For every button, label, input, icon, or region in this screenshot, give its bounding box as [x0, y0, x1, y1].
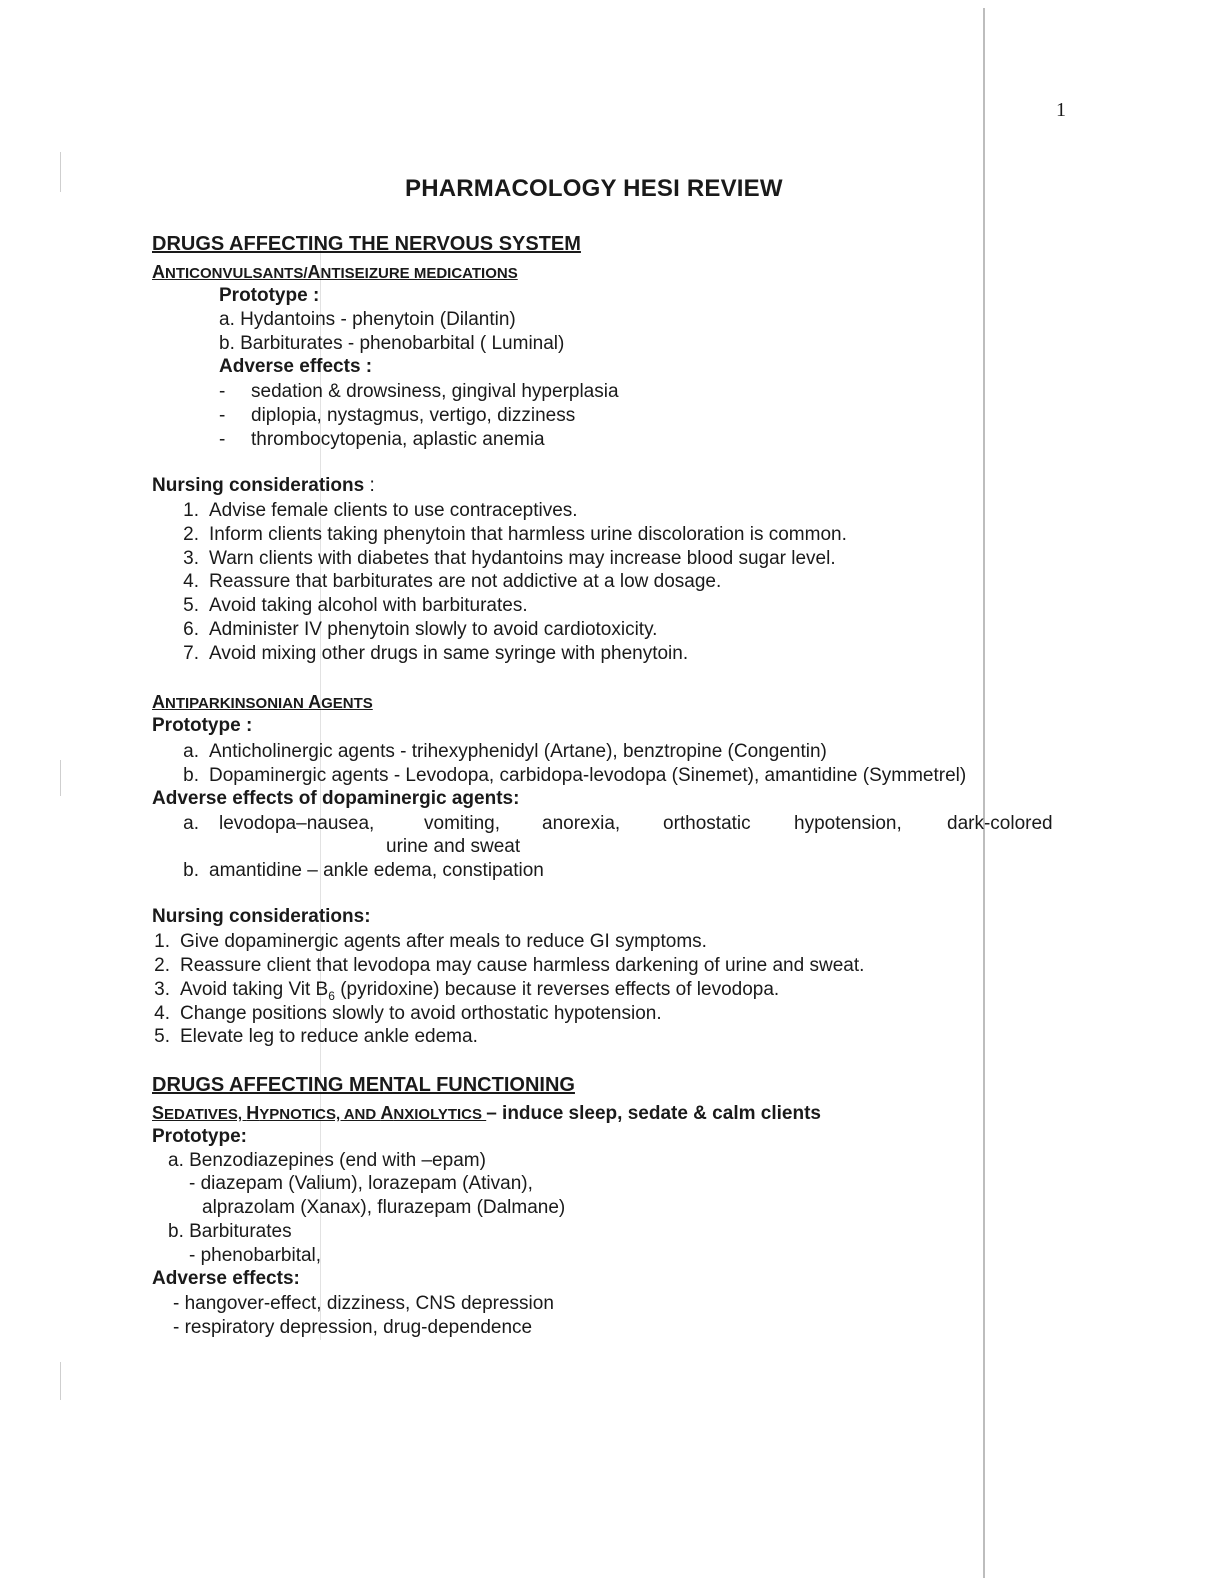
list-item: - hangover-effect, dizziness, CNS depression: [173, 1293, 554, 1314]
list-item-continuation: urine and sweat: [386, 836, 521, 857]
list-item: 6. Administer IV phenytoin slowly to avoid cardiotoxicity.: [183, 619, 658, 640]
list-item-word: levodopa–nausea,: [219, 813, 375, 834]
list-item: - diplopia, nystagmus, vertigo, dizziness: [219, 405, 576, 426]
subheading-sedatives: SEDATIVES, HYPNOTICS, AND ANXIOLYTICS – induce sleep, sedate & calm clients: [152, 1103, 821, 1124]
list-item: a.: [183, 813, 199, 834]
list-item: alprazolam (Xanax), flurazepam (Dalmane): [202, 1197, 566, 1218]
section-heading-mental-functioning: DRUGS AFFECTING MENTAL FUNCTIONING: [152, 1074, 575, 1096]
list-item: 5. Avoid taking alcohol with barbiturates.: [183, 595, 528, 616]
list-item: 4. Change positions slowly to avoid orthostatic hypotension.: [154, 1003, 662, 1024]
list-item: 3. Warn clients with diabetes that hydantoins may increase blood sugar level.: [183, 548, 836, 569]
list-item: 1. Advise female clients to use contraceptives.: [183, 500, 578, 521]
list-item-word: hypotension,: [794, 813, 902, 834]
page-title: PHARMACOLOGY HESI REVIEW: [405, 175, 783, 202]
list-item: a. Hydantoins - phenytoin (Dilantin): [219, 309, 516, 330]
adverse-effects-label: Adverse effects :: [219, 356, 373, 377]
list-item: 3. Avoid taking Vit $B_6$ (pyridoxine) because it reverses effects of levodopa.: [154, 979, 780, 1003]
list-item: 4. Reassure that barbiturates are not addictive at a low dosage.: [183, 571, 722, 592]
subheading-anticonvulsants: ANTICONVULSANTS/ANTISEIZURE MEDICATIONS: [152, 262, 518, 282]
list-item: a. Anticholinergic agents - trihexyphenidyl (Artane), benztropine (Congentin): [183, 741, 827, 762]
list-item: 2. Inform clients taking phenytoin that harmless urine discoloration is common.: [183, 524, 847, 545]
list-item: - thrombocytopenia, aplastic anemia: [219, 429, 545, 450]
prototype-label: Prototype:: [152, 1126, 247, 1147]
prototype-label: Prototype :: [152, 715, 253, 736]
list-item-word: dark-colored: [947, 813, 1053, 834]
scan-artifact-line: [60, 760, 61, 796]
list-item: b. Barbiturates - phenobarbital ( Luminal): [219, 333, 565, 354]
list-item: 7. Avoid mixing other drugs in same syringe with phenytoin.: [183, 643, 689, 664]
list-item: a. Benzodiazepines (end with –epam): [168, 1150, 486, 1171]
list-item-word: orthostatic: [663, 813, 751, 834]
prototype-label: Prototype :: [219, 285, 320, 306]
list-item-word: anorexia,: [542, 813, 621, 834]
list-item: - respiratory depression, drug-dependence: [173, 1317, 533, 1338]
scan-artifact-line: [983, 8, 985, 1578]
list-item: 5. Elevate leg to reduce ankle edema.: [154, 1026, 478, 1047]
list-item-word: vomiting,: [424, 813, 501, 834]
list-item: 2. Reassure client that levodopa may cause harmless darkening of urine and sweat.: [154, 955, 865, 976]
adverse-effects-label: Adverse effects:: [152, 1268, 300, 1289]
list-item: 1. Give dopaminergic agents after meals to reduce GI symptoms.: [154, 931, 707, 952]
nursing-considerations-label: Nursing considerations:: [152, 906, 371, 927]
subheading-antiparkinsonian: ANTIPARKINSONIAN AGENTS: [152, 692, 373, 712]
nursing-considerations-label: Nursing considerations :: [152, 475, 375, 496]
scan-artifact-line: [60, 152, 61, 192]
list-item: - phenobarbital,: [189, 1245, 322, 1266]
section-heading-nervous-system: DRUGS AFFECTING THE NERVOUS SYSTEM: [152, 233, 581, 255]
list-item: b. Barbiturates: [168, 1221, 292, 1242]
list-item: - sedation & drowsiness, gingival hyperplasia: [219, 381, 619, 402]
page-number: 1: [1056, 99, 1066, 121]
scan-artifact-line: [60, 1362, 61, 1400]
list-item: b. amantidine – ankle edema, constipation: [183, 860, 544, 881]
adverse-effects-label: Adverse effects of dopaminergic agents:: [152, 788, 520, 809]
list-item: b. Dopaminergic agents - Levodopa, carbidopa-levodopa (Sinemet), amantidine (Symmetrel): [183, 765, 967, 786]
list-item: - diazepam (Valium), lorazepam (Ativan),: [189, 1173, 533, 1194]
